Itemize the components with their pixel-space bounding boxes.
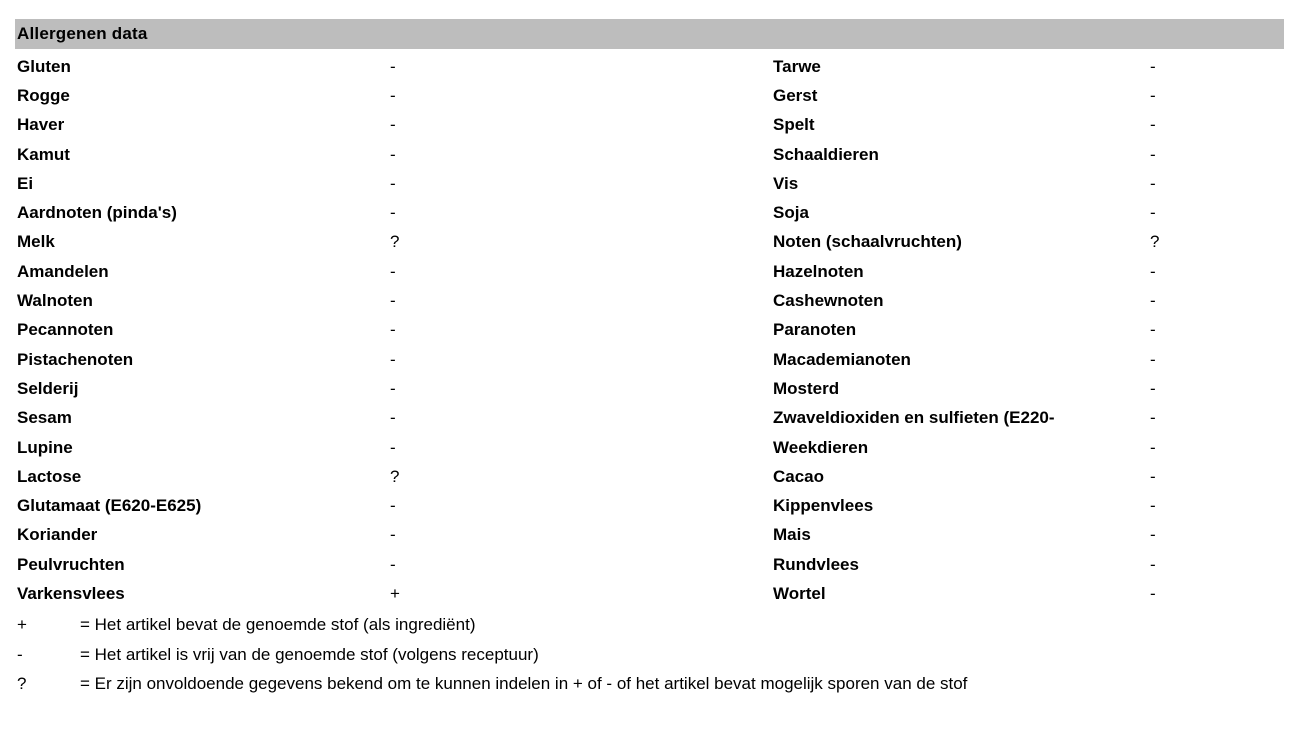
legend-description: = Er zijn onvoldoende gegevens bekend om te kunnen indelen in + of - of het artikel bevat mogelijk sporen van de stof xyxy=(80,674,968,694)
allergen-name-right: Tarwe xyxy=(773,56,821,76)
allergen-value-right: - xyxy=(1150,203,1156,223)
allergen-value-left: - xyxy=(390,525,396,545)
table-row xyxy=(0,316,1302,345)
allergen-name-right: Noten (schaalvruchten) xyxy=(773,232,962,252)
allergen-name-left: Gluten xyxy=(17,56,71,76)
allergen-name-left: Melk xyxy=(17,232,55,252)
table-row xyxy=(0,550,1302,579)
allergen-value-left: - xyxy=(390,85,396,105)
table-row xyxy=(0,345,1302,374)
allergen-name-left: Koriander xyxy=(17,525,98,545)
allergen-name-left: Haver xyxy=(17,115,65,135)
allergen-value-right: - xyxy=(1150,496,1156,516)
legend-symbol: - xyxy=(17,644,23,664)
allergen-value-right: - xyxy=(1150,261,1156,281)
allergen-name-right: Hazelnoten xyxy=(773,261,864,281)
allergen-name-right: Weekdieren xyxy=(773,437,869,457)
table-row xyxy=(0,521,1302,550)
table-row xyxy=(0,81,1302,110)
allergen-value-left: ? xyxy=(390,232,400,252)
allergen-value-left: - xyxy=(390,115,396,135)
allergen-value-left: - xyxy=(390,496,396,516)
allergen-value-right: - xyxy=(1150,144,1156,164)
table-row xyxy=(0,404,1302,433)
allergen-value-left: - xyxy=(390,320,396,340)
allergen-name-right: Rundvlees xyxy=(773,554,859,574)
legend-row xyxy=(0,669,1302,698)
allergen-name-left: Lupine xyxy=(17,437,73,457)
allergen-value-left: - xyxy=(390,408,396,428)
allergen-value-left: - xyxy=(390,291,396,311)
allergen-value-left: - xyxy=(390,437,396,457)
allergen-name-right: Zwaveldioxiden en sulfieten (E220- xyxy=(773,408,1055,428)
allergen-value-left: ? xyxy=(390,466,400,486)
allergen-name-left: Peulvruchten xyxy=(17,554,125,574)
allergen-name-left: Amandelen xyxy=(17,261,109,281)
allergen-value-left: - xyxy=(390,554,396,574)
table-row xyxy=(0,462,1302,491)
legend-row xyxy=(0,611,1302,640)
section-title: Allergenen data xyxy=(17,24,148,43)
allergen-value-left: - xyxy=(390,203,396,223)
table-row xyxy=(0,286,1302,315)
allergen-value-right: - xyxy=(1150,583,1156,603)
allergen-name-right: Soja xyxy=(773,203,809,223)
allergen-value-left: - xyxy=(390,173,396,193)
allergen-value-left: - xyxy=(390,349,396,369)
allergen-name-right: Paranoten xyxy=(773,320,857,340)
allergen-name-left: Lactose xyxy=(17,466,82,486)
table-row xyxy=(0,257,1302,286)
allergen-value-right: ? xyxy=(1150,232,1160,252)
allergen-value-left: + xyxy=(390,583,400,603)
legend xyxy=(0,611,1302,699)
allergen-value-right: - xyxy=(1150,408,1156,428)
allergen-name-right: Spelt xyxy=(773,115,815,135)
allergen-value-left: - xyxy=(390,261,396,281)
section-header-bar xyxy=(15,19,1284,49)
allergen-name-right: Mosterd xyxy=(773,378,840,398)
allergen-value-right: - xyxy=(1150,349,1156,369)
allergen-name-left: Pistachenoten xyxy=(17,349,134,369)
allergen-value-right: - xyxy=(1150,291,1156,311)
legend-symbol: ? xyxy=(17,674,27,694)
table-row xyxy=(0,111,1302,140)
legend-description: = Het artikel bevat de genoemde stof (als ingrediënt) xyxy=(80,615,476,635)
legend-description: = Het artikel is vrij van de genoemde stof (volgens receptuur) xyxy=(80,644,539,664)
allergen-value-right: - xyxy=(1150,554,1156,574)
allergen-value-right: - xyxy=(1150,378,1156,398)
allergen-name-left: Varkensvlees xyxy=(17,583,125,603)
allergen-name-left: Walnoten xyxy=(17,291,93,311)
table-row xyxy=(0,140,1302,169)
allergen-value-right: - xyxy=(1150,437,1156,457)
allergen-value-right: - xyxy=(1150,320,1156,340)
allergen-value-left: - xyxy=(390,56,396,76)
allergen-name-right: Macademianoten xyxy=(773,349,911,369)
allergen-value-right: - xyxy=(1150,173,1156,193)
allergen-name-left: Selderij xyxy=(17,378,79,398)
table-row xyxy=(0,433,1302,462)
allergen-name-right: Vis xyxy=(773,173,799,193)
allergen-name-left: Sesam xyxy=(17,408,72,428)
allergen-name-right: Cashewnoten xyxy=(773,291,884,311)
table-row xyxy=(0,228,1302,257)
table-row xyxy=(0,579,1302,608)
allergen-name-left: Glutamaat (E620-E625) xyxy=(17,496,202,516)
allergen-value-left: - xyxy=(390,144,396,164)
allergen-value-right: - xyxy=(1150,85,1156,105)
allergen-name-right: Gerst xyxy=(773,85,818,105)
allergen-name-right: Cacao xyxy=(773,466,825,486)
allergen-value-right: - xyxy=(1150,56,1156,76)
table-row xyxy=(0,491,1302,520)
allergen-value-right: - xyxy=(1150,466,1156,486)
allergen-sheet xyxy=(0,19,1302,729)
allergen-name-left: Kamut xyxy=(17,144,70,164)
legend-symbol: + xyxy=(17,615,27,635)
allergen-name-right: Mais xyxy=(773,525,811,545)
allergen-name-right: Schaaldieren xyxy=(773,144,879,164)
table-row xyxy=(0,52,1302,81)
allergen-value-left: - xyxy=(390,378,396,398)
allergen-table xyxy=(0,52,1302,609)
legend-row xyxy=(0,640,1302,669)
allergen-name-left: Pecannoten xyxy=(17,320,114,340)
table-row xyxy=(0,169,1302,198)
allergen-name-left: Ei xyxy=(17,173,34,193)
allergen-name-right: Wortel xyxy=(773,583,826,603)
allergen-name-right: Kippenvlees xyxy=(773,496,874,516)
allergen-value-right: - xyxy=(1150,115,1156,135)
allergen-name-left: Aardnoten (pinda's) xyxy=(17,203,177,223)
table-row xyxy=(0,198,1302,227)
allergen-value-right: - xyxy=(1150,525,1156,545)
table-row xyxy=(0,374,1302,403)
allergen-name-left: Rogge xyxy=(17,85,70,105)
